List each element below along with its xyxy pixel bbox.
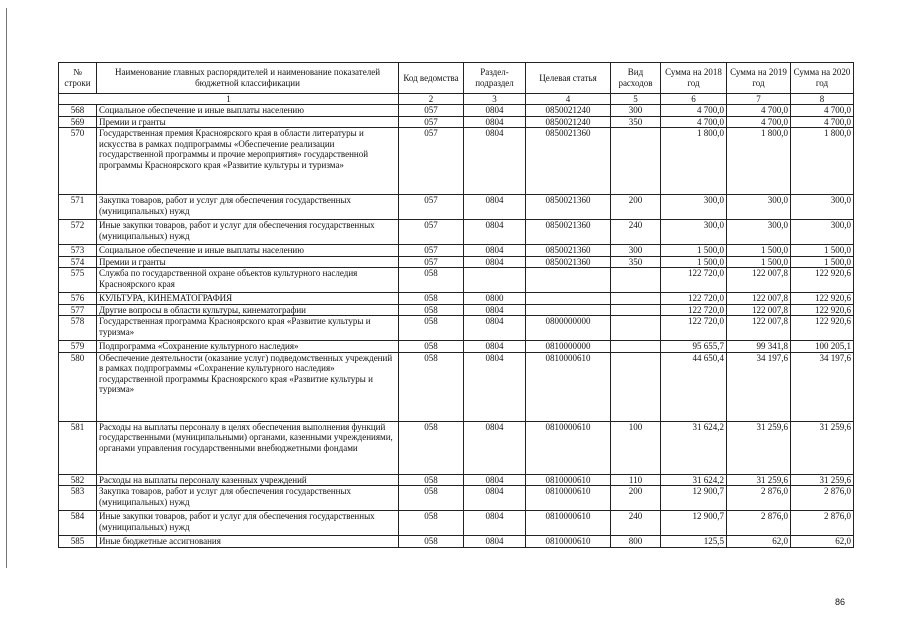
row-sum-2020: 1 500,0 — [791, 245, 854, 257]
row-number: 580 — [59, 352, 97, 421]
row-name: Закупка товаров, работ и услуг для обеспечения государственных (муниципальных) нужд — [97, 195, 399, 220]
row-sum-2020: 1 800,0 — [791, 128, 854, 195]
row-target: 0850021360 — [526, 195, 611, 220]
row-name: Социальное обеспечение и иные выплаты населению — [97, 245, 399, 257]
header-row — [59, 63, 854, 94]
row-section: 0804 — [464, 245, 526, 257]
row-sum-2018: 12 900,7 — [661, 486, 727, 511]
row-name: Иные бюджетные ассигнования — [97, 536, 399, 548]
row-number: 569 — [59, 116, 97, 128]
row-sum-2019: 31 259,6 — [727, 474, 791, 486]
row-section: 0804 — [464, 220, 526, 245]
row-number: 575 — [59, 268, 97, 293]
row-sum-2018: 31 624,2 — [661, 474, 727, 486]
table-row — [59, 268, 854, 293]
row-exp-type: 200 — [611, 486, 661, 511]
row-target: 0810000000 — [526, 341, 611, 353]
row-exp-type: 300 — [611, 245, 661, 257]
row-sum-2020: 122 920,6 — [791, 316, 854, 341]
budget-table — [58, 62, 854, 548]
row-sum-2019: 122 007,8 — [727, 316, 791, 341]
row-exp-type — [611, 316, 661, 341]
row-sum-2019: 300,0 — [727, 220, 791, 245]
row-number: 574 — [59, 256, 97, 268]
row-name: Иные закупки товаров, работ и услуг для обеспечения государственных (муниципальных) нужд — [97, 511, 399, 536]
row-sum-2018: 1 800,0 — [661, 128, 727, 195]
table-row — [59, 220, 854, 245]
row-exp-type: 300 — [611, 105, 661, 117]
table-row — [59, 256, 854, 268]
row-name: Служба по государственной охране объектов культурного наследия Красноярского края — [97, 268, 399, 293]
table-row — [59, 511, 854, 536]
row-name: КУЛЬТУРА, КИНЕМАТОГРАФИЯ — [97, 293, 399, 305]
column-number: 6 — [661, 94, 727, 105]
row-sum-2019: 4 700,0 — [727, 105, 791, 117]
row-number: 584 — [59, 511, 97, 536]
row-sum-2020: 100 205,1 — [791, 341, 854, 353]
row-exp-type: 110 — [611, 474, 661, 486]
row-target: 0810000610 — [526, 486, 611, 511]
margin-rule — [6, 8, 7, 568]
row-sum-2018: 12 900,7 — [661, 511, 727, 536]
row-section: 0804 — [464, 536, 526, 548]
row-number: 579 — [59, 341, 97, 353]
row-sum-2019: 1 500,0 — [727, 256, 791, 268]
table-row — [59, 316, 854, 341]
column-number: 7 — [727, 94, 791, 105]
table-row — [59, 536, 854, 548]
row-exp-type: 240 — [611, 220, 661, 245]
row-sum-2019: 4 700,0 — [727, 116, 791, 128]
row-sum-2018: 122 720,0 — [661, 293, 727, 305]
table-row — [59, 128, 854, 195]
row-section: 0804 — [464, 421, 526, 474]
header-exp-type: Вид расходов — [611, 63, 661, 94]
row-target: 0850021360 — [526, 128, 611, 195]
row-dept-code: 057 — [399, 116, 464, 128]
row-sum-2019: 1 800,0 — [727, 128, 791, 195]
row-sum-2019: 31 259,6 — [727, 421, 791, 474]
table-row — [59, 245, 854, 257]
row-dept-code: 058 — [399, 293, 464, 305]
row-section: 0804 — [464, 316, 526, 341]
table-row — [59, 474, 854, 486]
row-number: 577 — [59, 304, 97, 316]
row-sum-2018: 122 720,0 — [661, 316, 727, 341]
row-dept-code: 057 — [399, 105, 464, 117]
column-number: 3 — [464, 94, 526, 105]
row-target: 0850021240 — [526, 105, 611, 117]
column-number: 1 — [59, 94, 399, 105]
row-dept-code: 058 — [399, 352, 464, 421]
row-sum-2020: 122 920,6 — [791, 268, 854, 293]
row-target: 0800000000 — [526, 316, 611, 341]
row-sum-2019: 34 197,6 — [727, 352, 791, 421]
row-number: 585 — [59, 536, 97, 548]
table-row — [59, 293, 854, 305]
row-section — [464, 268, 526, 293]
row-sum-2019: 122 007,8 — [727, 304, 791, 316]
row-sum-2019: 62,0 — [727, 536, 791, 548]
row-exp-type: 100 — [611, 421, 661, 474]
row-section: 0804 — [464, 486, 526, 511]
row-name: Иные закупки товаров, работ и услуг для обеспечения государственных (муниципальных) нужд — [97, 220, 399, 245]
row-dept-code: 058 — [399, 536, 464, 548]
row-name: Социальное обеспечение и иные выплаты населению — [97, 105, 399, 117]
row-sum-2019: 1 500,0 — [727, 245, 791, 257]
row-sum-2018: 31 624,2 — [661, 421, 727, 474]
table-body — [59, 105, 854, 548]
row-exp-type — [611, 304, 661, 316]
row-number: 582 — [59, 474, 97, 486]
header-sum-2020: Сумма на 2020 год — [791, 63, 854, 94]
row-target: 0850021360 — [526, 256, 611, 268]
row-dept-code: 058 — [399, 304, 464, 316]
row-number: 578 — [59, 316, 97, 341]
row-sum-2018: 300,0 — [661, 220, 727, 245]
row-target: 0810000610 — [526, 421, 611, 474]
header-section: Раздел-подраздел — [464, 63, 526, 94]
row-sum-2019: 122 007,8 — [727, 268, 791, 293]
row-sum-2020: 62,0 — [791, 536, 854, 548]
row-section: 0804 — [464, 511, 526, 536]
row-sum-2020: 31 259,6 — [791, 474, 854, 486]
header-name: Наименование главных распорядителей и наименование показателей бюджетной классификации — [97, 63, 399, 94]
row-dept-code: 057 — [399, 220, 464, 245]
row-sum-2018: 95 655,7 — [661, 341, 727, 353]
row-exp-type: 200 — [611, 195, 661, 220]
row-section: 0804 — [464, 304, 526, 316]
row-exp-type — [611, 268, 661, 293]
column-number: 8 — [791, 94, 854, 105]
row-number: 576 — [59, 293, 97, 305]
row-number: 581 — [59, 421, 97, 474]
table-row — [59, 105, 854, 117]
row-dept-code: 058 — [399, 268, 464, 293]
row-sum-2020: 300,0 — [791, 220, 854, 245]
row-sum-2018: 300,0 — [661, 195, 727, 220]
row-sum-2020: 31 259,6 — [791, 421, 854, 474]
table-row — [59, 341, 854, 353]
row-sum-2018: 1 500,0 — [661, 256, 727, 268]
row-exp-type: 350 — [611, 116, 661, 128]
row-target — [526, 293, 611, 305]
row-exp-type — [611, 352, 661, 421]
column-number-row — [59, 94, 854, 105]
row-dept-code: 058 — [399, 421, 464, 474]
row-name: Государственная премия Красноярского края в области литературы и искусства в рамках подпрограммы «Обеспечение реализации государственной программы и прочие мероприятия» государственной программы Красноярского края «Развитие культуры и туризма» — [97, 128, 399, 195]
table-row — [59, 195, 854, 220]
row-sum-2018: 44 650,4 — [661, 352, 727, 421]
row-sum-2019: 122 007,8 — [727, 293, 791, 305]
row-sum-2020: 1 500,0 — [791, 256, 854, 268]
row-dept-code: 057 — [399, 128, 464, 195]
row-dept-code: 058 — [399, 511, 464, 536]
row-target: 0850021240 — [526, 116, 611, 128]
header-row-no: № строки — [59, 63, 97, 94]
row-name: Обеспечение деятельности (оказание услуг) подведомственных учреждений в рамках подпрограммы «Сохранение культурного наследия» государственной программы Красноярского края «Развитие культуры и туризма» — [97, 352, 399, 421]
row-name: Премии и гранты — [97, 116, 399, 128]
row-name: Закупка товаров, работ и услуг для обеспечения государственных (муниципальных) нужд — [97, 486, 399, 511]
row-sum-2020: 122 920,6 — [791, 293, 854, 305]
row-dept-code: 057 — [399, 195, 464, 220]
row-target: 0850021360 — [526, 220, 611, 245]
table-row — [59, 421, 854, 474]
row-sum-2019: 2 876,0 — [727, 511, 791, 536]
row-sum-2018: 122 720,0 — [661, 304, 727, 316]
header-sum-2018: Сумма на 2018 год — [661, 63, 727, 94]
row-target: 0850021360 — [526, 245, 611, 257]
row-sum-2018: 1 500,0 — [661, 245, 727, 257]
row-sum-2018: 4 700,0 — [661, 105, 727, 117]
table-row — [59, 352, 854, 421]
row-sum-2020: 2 876,0 — [791, 511, 854, 536]
row-name: Подпрограмма «Сохранение культурного наследия» — [97, 341, 399, 353]
table-row — [59, 304, 854, 316]
row-number: 570 — [59, 128, 97, 195]
header-target: Целевая статья — [526, 63, 611, 94]
row-sum-2020: 300,0 — [791, 195, 854, 220]
row-exp-type: 350 — [611, 256, 661, 268]
row-dept-code: 058 — [399, 316, 464, 341]
row-exp-type — [611, 341, 661, 353]
row-sum-2020: 4 700,0 — [791, 116, 854, 128]
row-sum-2019: 99 341,8 — [727, 341, 791, 353]
row-exp-type — [611, 293, 661, 305]
row-target: 0810000610 — [526, 511, 611, 536]
column-number: 4 — [526, 94, 611, 105]
table-row — [59, 116, 854, 128]
row-name: Государственная программа Красноярского края «Развитие культуры и туризма» — [97, 316, 399, 341]
row-sum-2019: 2 876,0 — [727, 486, 791, 511]
row-name: Другие вопросы в области культуры, кинематографии — [97, 304, 399, 316]
row-number: 568 — [59, 105, 97, 117]
row-target: 0810000610 — [526, 474, 611, 486]
row-section: 0804 — [464, 105, 526, 117]
table-row — [59, 486, 854, 511]
page-number: 86 — [835, 597, 846, 607]
column-number: 2 — [399, 94, 464, 105]
row-section: 0804 — [464, 341, 526, 353]
row-sum-2019: 300,0 — [727, 195, 791, 220]
row-section: 0804 — [464, 195, 526, 220]
row-number: 572 — [59, 220, 97, 245]
header-dept-code: Код ведомства — [399, 63, 464, 94]
row-dept-code: 058 — [399, 474, 464, 486]
row-number: 571 — [59, 195, 97, 220]
row-section: 0804 — [464, 128, 526, 195]
header-sum-2019: Сумма на 2019 год — [727, 63, 791, 94]
row-name: Расходы на выплаты персоналу в целях обеспечения выполнения функций государственными (муниципальными) органами, казенными учреждениями, органами управления государственными внебюджетными фондами — [97, 421, 399, 474]
row-sum-2020: 122 920,6 — [791, 304, 854, 316]
row-section: 0804 — [464, 116, 526, 128]
row-target — [526, 304, 611, 316]
row-dept-code: 057 — [399, 245, 464, 257]
row-number: 573 — [59, 245, 97, 257]
row-sum-2020: 34 197,6 — [791, 352, 854, 421]
row-section: 0800 — [464, 293, 526, 305]
row-sum-2018: 125,5 — [661, 536, 727, 548]
row-target — [526, 268, 611, 293]
row-target: 0810000610 — [526, 536, 611, 548]
row-section: 0804 — [464, 474, 526, 486]
row-dept-code: 058 — [399, 341, 464, 353]
row-exp-type — [611, 128, 661, 195]
row-section: 0804 — [464, 352, 526, 421]
column-number: 5 — [611, 94, 661, 105]
row-name: Расходы на выплаты персоналу казенных учреждений — [97, 474, 399, 486]
row-dept-code: 058 — [399, 486, 464, 511]
row-dept-code: 057 — [399, 256, 464, 268]
row-name: Премии и гранты — [97, 256, 399, 268]
row-sum-2018: 4 700,0 — [661, 116, 727, 128]
row-section: 0804 — [464, 256, 526, 268]
row-sum-2020: 4 700,0 — [791, 105, 854, 117]
row-number: 583 — [59, 486, 97, 511]
row-sum-2018: 122 720,0 — [661, 268, 727, 293]
row-sum-2020: 2 876,0 — [791, 486, 854, 511]
row-exp-type: 800 — [611, 536, 661, 548]
row-exp-type: 240 — [611, 511, 661, 536]
row-target: 0810000610 — [526, 352, 611, 421]
